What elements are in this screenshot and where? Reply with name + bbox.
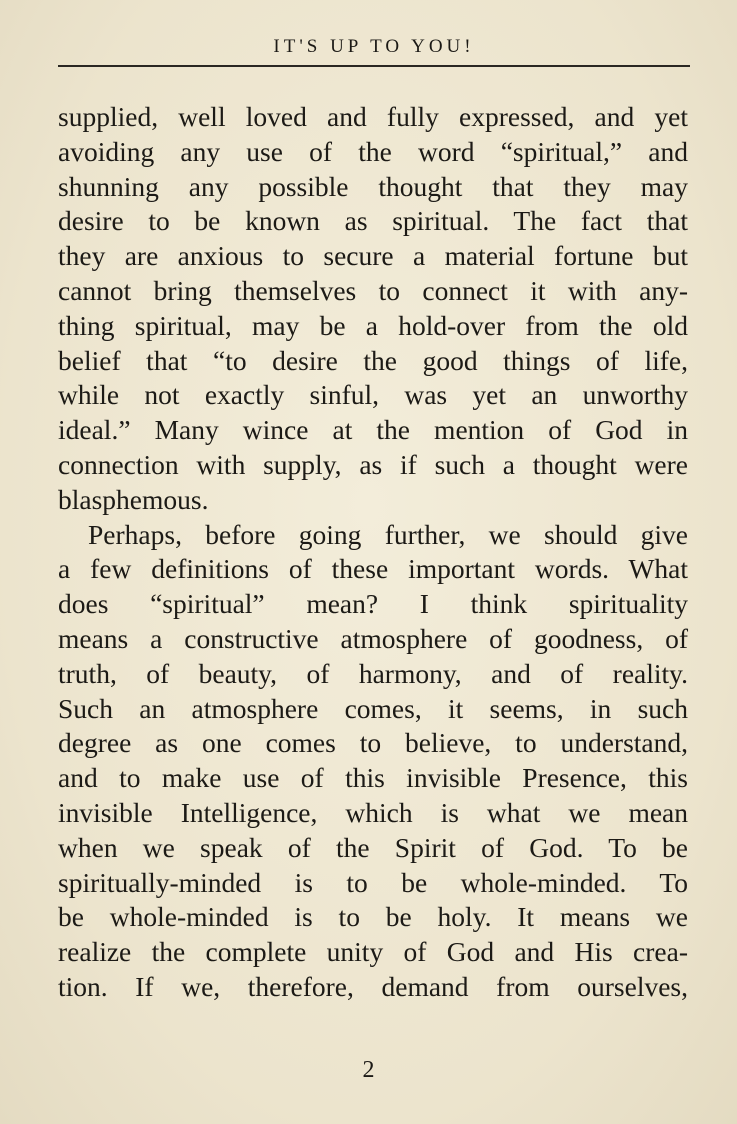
text-line: while not exactly sinful, was yet an unworthy xyxy=(58,379,688,411)
text-line: invisible Intelligence, which is what we mean xyxy=(58,796,688,828)
text-line: avoiding any use of the word “spiritual,” and xyxy=(58,135,688,167)
paragraph-2 xyxy=(58,518,688,1005)
text-line: connection with supply, as if such a thought were xyxy=(58,448,688,480)
text-line: and to make use of this invisible Presence, this xyxy=(58,762,688,794)
header-rule xyxy=(58,65,690,67)
text-line: spiritually-minded is to be whole-minded. To xyxy=(58,866,688,898)
text-line: realize the complete unity of God and His crea- xyxy=(58,936,688,968)
text-line: means a constructive atmosphere of goodness, of xyxy=(58,622,688,654)
text-line: shunning any possible thought that they may xyxy=(58,170,688,202)
text-line: Perhaps, before going further, we should give xyxy=(88,518,688,550)
text-line: does “spiritual” mean? I think spirituality xyxy=(58,588,688,620)
text-line: a few definitions of these important words. What xyxy=(58,553,688,585)
text-line: when we speak of the Spirit of God. To be xyxy=(58,831,688,863)
text-line: degree as one comes to believe, to understand, xyxy=(58,727,688,759)
text-line: belief that “to desire the good things of life, xyxy=(58,344,688,376)
text-line: ideal.” Many wince at the mention of God in xyxy=(58,414,688,446)
text-line: supplied, well loved and fully expressed, and yet xyxy=(58,101,688,132)
text-line: Such an atmosphere comes, it seems, in such xyxy=(58,692,688,724)
text-line: blasphemous. xyxy=(58,483,209,515)
text-line: desire to be known as spiritual. The fact that xyxy=(58,205,688,237)
running-head: IT'S UP TO YOU! xyxy=(273,36,475,57)
page-number: 2 xyxy=(362,1057,375,1083)
text-line: thing spiritual, may be a hold-over from the old xyxy=(58,309,688,341)
text-line: be whole-minded is to be holy. It means we xyxy=(58,901,688,933)
text-line: they are anxious to secure a material fortune but xyxy=(58,240,688,272)
paragraph-1 xyxy=(58,100,688,518)
text-line: tion. If we, therefore, demand from ourselves, xyxy=(58,970,688,1002)
text-line: cannot bring themselves to connect it with any- xyxy=(58,274,688,306)
body-text xyxy=(58,100,688,1005)
text-line: truth, of beauty, of harmony, and of reality. xyxy=(58,657,688,689)
